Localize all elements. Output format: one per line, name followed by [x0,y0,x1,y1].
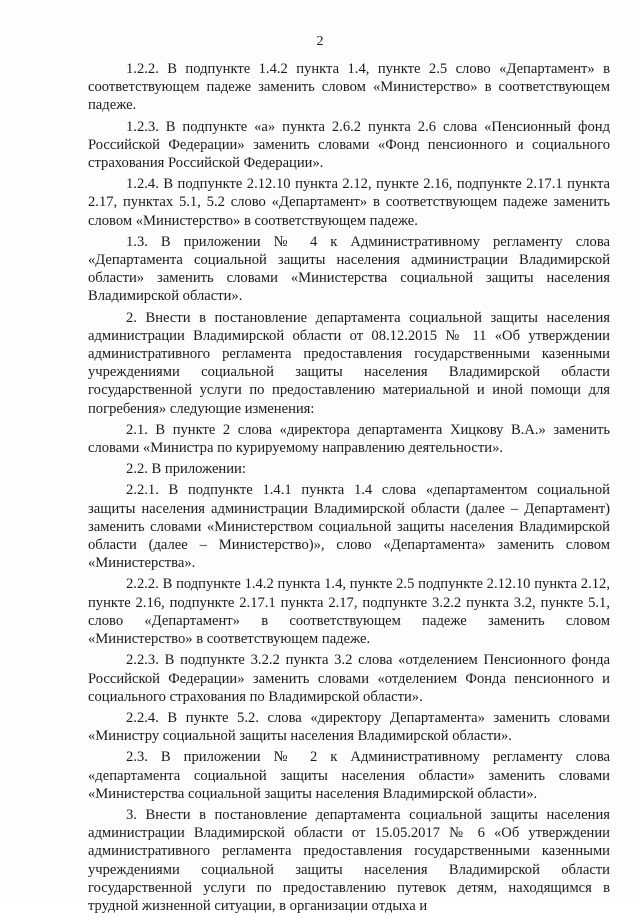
document-body [88,60,610,918]
paragraph-2-2-3: 2.2.3. В подпункте 3.2.2 пункта 3.2 слова «отделением Пенсионного фонда Российской Федерации» заменить словами «отделением Фонда пенсионного и социального страхования по Владимирской области». [88,652,610,705]
paragraph-1-2-2: 1.2.2. В подпункте 1.4.2 пункта 1.4, пункте 2.5 слово «Департамент» в соответствующем падеже заменить словом «Министерство» в соответствующем падеже. [88,61,610,114]
paragraph-2-2-1: 2.2.1. В подпункте 1.4.1 пункта 1.4 слова «департаментом социальной защиты населения администрации Владимирской области (далее – Департамент) заменить словами «Министерством социальной защиты населения Владимирской области (далее – Министерство)», слово «Департамента» заменить словом «Министерства». [88,482,610,572]
paragraph-1-2-3: 1.2.3. В подпункте «а» пункта 2.6.2 пункта 2.6 слова «Пенсионный фонд Российской Федерации» заменить словами «Фонд пенсионного и социального страхования Российской Федерации». [88,118,610,172]
paragraph-2: 2. Внести в постановление департамента социальной защиты населения администрации Владимирской области от 08.12.2015 № 11 «Об утверждении административного регламента предоставления государственными казенными учреждениями социальной защиты населения Владимирской области государственной услуги по предоставлению материальной и иной помощи для погребения» следующие изменения: [88,309,610,417]
paragraph-1-2-4: 1.2.4. В подпункте 2.12.10 пункта 2.12, пункте 2.16, подпункте 2.17.1 пункта 2.17, пунктах 5.1, 5.2 слово «Департамент» в соответствующем падеже заменить словом «Министерство» в соответствующем падеже. [88,176,610,229]
paragraph-2-1: 2.1. В пункте 2 слова «директора департамента Хицкову В.А.» заменить словами «Министра по курируемому направлению деятельности». [88,421,610,457]
page-number: 2 [316,34,324,49]
paragraph-2-2: 2.2. В приложении: [126,461,246,478]
paragraph-1-3: 1.3. В приложении № 4 к Административному регламенту слова «Департамента социальной защиты населения администрации Владимирской области» заменить словами «Министерства социальной защиты населения Владимирской области». [88,233,610,305]
paragraph-2-2-2: 2.2.2. В подпункте 1.4.2 пункта 1.4, пункте 2.5 подпункте 2.12.10 пункта 2.12, пункте 2.16, подпункте 2.17.1 пункта 2.17, подпункте 3.2.2 пункта 3.2, пункте 5.1, слово «Департамент» в соответствующем падеже заменить словом «Министерство» в соответствующем падеже. [88,576,610,648]
paragraph-2-3: 2.3. В приложении № 2 к Административному регламенту слова «департамента социальной защиты населения области» заменить словами «Министерства социальной защиты населения Владимирской области». [88,749,610,802]
paragraph-2-2-4: 2.2.4. В пункте 5.2. слова «директору Департамента» заменить словами «Министру социальной защиты населения Владимирской области». [88,709,610,745]
paragraph-3: 3. Внести в постановление департамента социальной защиты населения администрации Владимирской области от 15.05.2017 № 6 «Об утверждении административного регламента предоставления государственными казенными учреждениями социальной защиты населения Владимирской области государственной услуги по предоставлению путевок детям, находящимся в трудной жизненной ситуации, в организации отдыха и [88,806,610,914]
